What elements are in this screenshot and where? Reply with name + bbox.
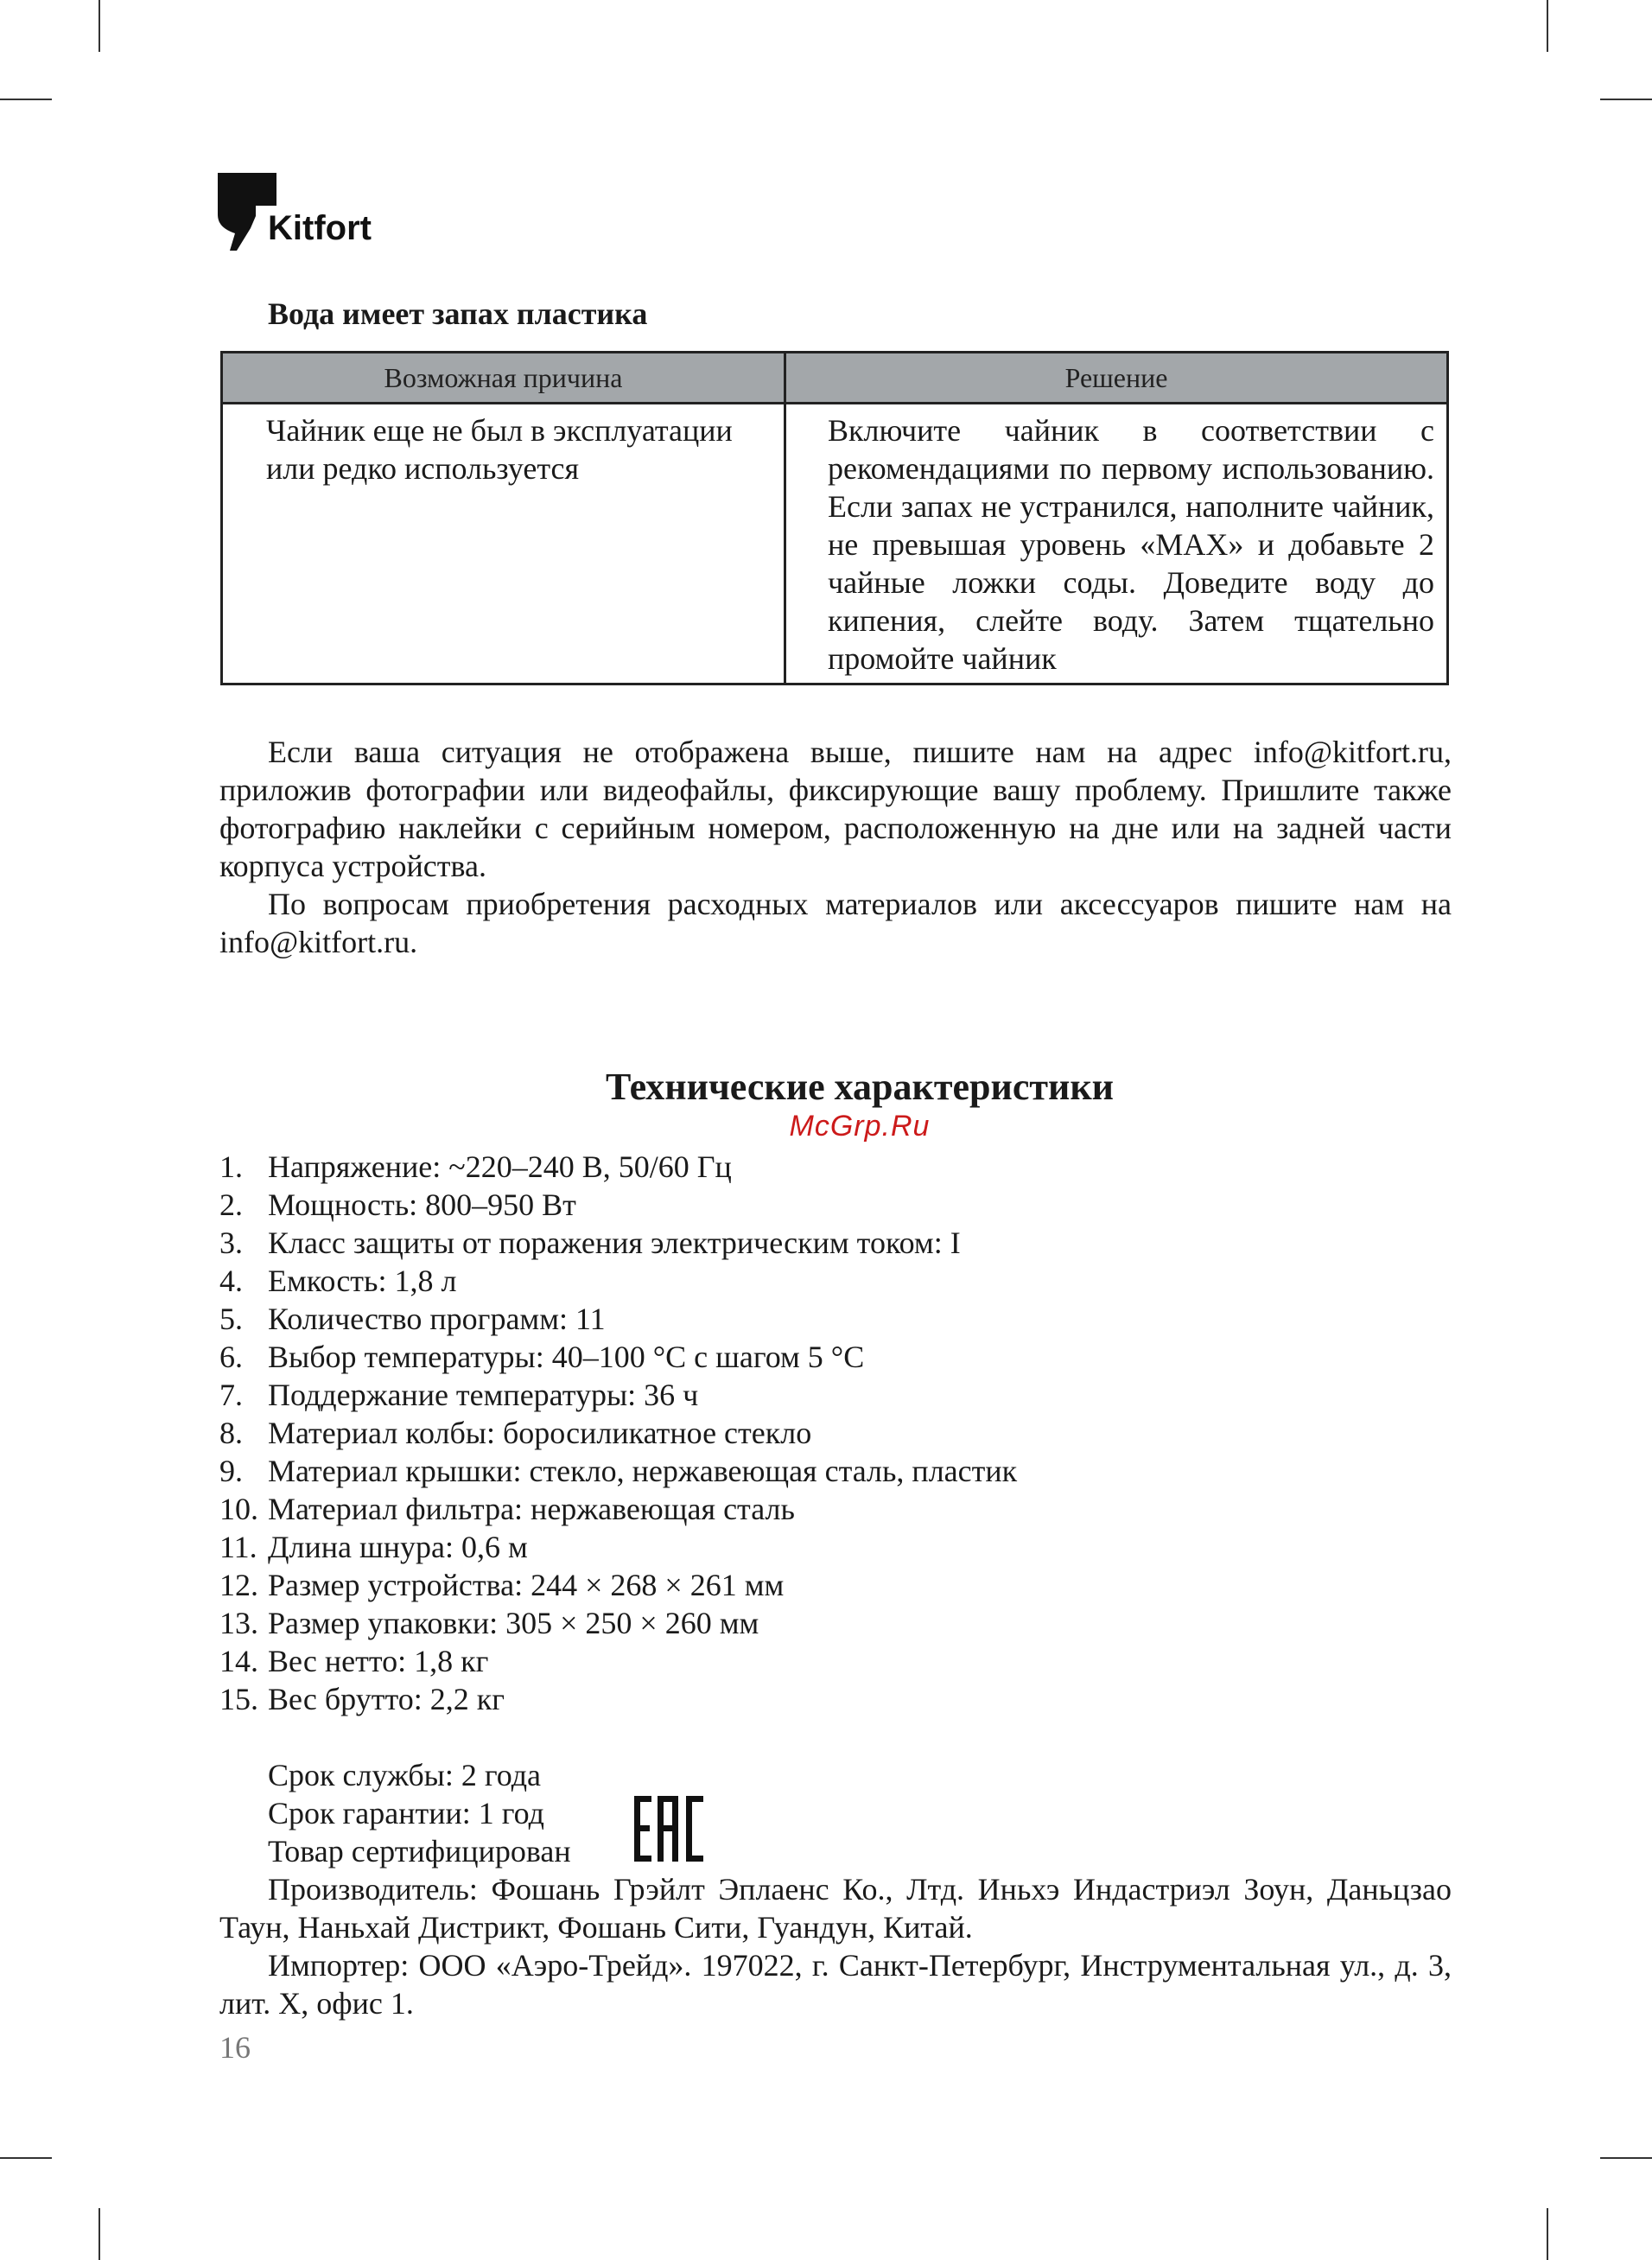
list-item: 8. Материал колбы: боросиликатное стекло: [219, 1416, 812, 1450]
manufacturer-paragraph: Производитель: Фошань Грэйлт Эплаенс Ко., Лтд. Иньхэ Индастриэл Зоун, Даньцзао Таун, Наньхай Дистрикт, Фошань Сити, Гуандун, Китай.: [219, 1872, 1452, 1945]
section-heading: Вода имеет запах пластика: [268, 296, 648, 331]
list-item: 7. Поддержание температуры: 36 ч: [219, 1378, 699, 1412]
crop-mark: [1600, 99, 1652, 100]
troubleshooting-table: [220, 351, 1449, 685]
list-item: 9. Материал крышки: стекло, нержавеющая сталь, пластик: [219, 1454, 1018, 1488]
list-item: 11. Длина шнура: 0,6 м: [219, 1530, 528, 1564]
list-item: 13. Размер упаковки: 305 × 250 × 260 мм: [219, 1606, 759, 1640]
contact-paragraph: Если ваша ситуация не отображена выше, пишите нам на адрес info@kitfort.ru, приложив фотографии или видеофайлы, фиксирующие вашу проблему. Пришлите также фотографию наклейки с серийным номером, расположенную на дне или на задней части корпуса устройства.: [219, 735, 1452, 883]
crop-mark: [98, 0, 100, 52]
list-item: 15. Вес брутто: 2,2 кг: [219, 1682, 505, 1716]
table-header-row: [222, 353, 1448, 404]
tech-specs-title: Технические характеристики: [605, 1066, 1115, 1108]
page-number: 16: [219, 2030, 251, 2065]
list-item: 2. Мощность: 800–950 Вт: [219, 1187, 576, 1222]
list-item: 5. Количество программ: 11: [219, 1302, 606, 1336]
warranty: Срок гарантии: 1 год: [268, 1796, 544, 1830]
accessories-paragraph: По вопросам приобретения расходных материалов или аксессуаров пишите нам на info@kitfort.ru.: [219, 887, 1452, 959]
list-item: 4. Емкость: 1,8 л: [219, 1264, 457, 1298]
eac-mark-icon: [632, 1792, 705, 1865]
watermark: McGrp.Ru: [789, 1110, 931, 1143]
brand-name: Kitfort: [268, 209, 372, 247]
list-item: 14. Вес нетто: 1,8 кг: [219, 1644, 489, 1678]
crop-mark: [1547, 0, 1548, 52]
list-item: 1. Напряжение: ~220–240 В, 50/60 Гц: [219, 1149, 732, 1184]
crop-mark: [98, 2208, 100, 2260]
crop-mark: [0, 2157, 52, 2159]
list-item: 12. Размер устройства: 244 × 268 × 261 мм: [219, 1568, 785, 1602]
kitfort-logo: [218, 173, 391, 259]
column-header-solution: Решение: [785, 353, 1448, 404]
list-item: 3. Класс защиты от поражения электрическим током: I: [219, 1225, 961, 1260]
list-item: 10. Материал фильтра: нержавеющая сталь: [219, 1492, 795, 1526]
list-item: 6. Выбор температуры: 40–100 °С с шагом 5 °С: [219, 1340, 865, 1374]
crop-mark: [1600, 2157, 1652, 2159]
service-notes: [268, 1756, 571, 1870]
specs-list: [219, 1148, 1017, 1718]
cause-cell: Чайник еще не был в эксплуатации или редко используется: [222, 404, 785, 684]
table-row: [222, 404, 1448, 684]
importer-paragraph: Импортер: ООО «Аэро-Трейд». 197022, г. Санкт-Петербург, Инструментальная ул., д. 3, лит. Х, офис 1.: [219, 1948, 1452, 2021]
crop-mark: [1547, 2208, 1548, 2260]
crop-mark: [0, 99, 52, 100]
certified: Товар сертифицирован: [268, 1834, 571, 1868]
service-life: Срок службы: 2 года: [268, 1758, 542, 1792]
solution-cell: Включите чайник в соответствии с рекомендациями по первому использованию. Если запах не устранился, наполните чайник, не превышая уровень «MAX» и добавьте 2 чайные ложки соды. Доведите воду до кипения, слейте воду. Затем тщательно промойте чайник: [785, 404, 1448, 684]
column-header-cause: Возможная причина: [222, 353, 785, 404]
